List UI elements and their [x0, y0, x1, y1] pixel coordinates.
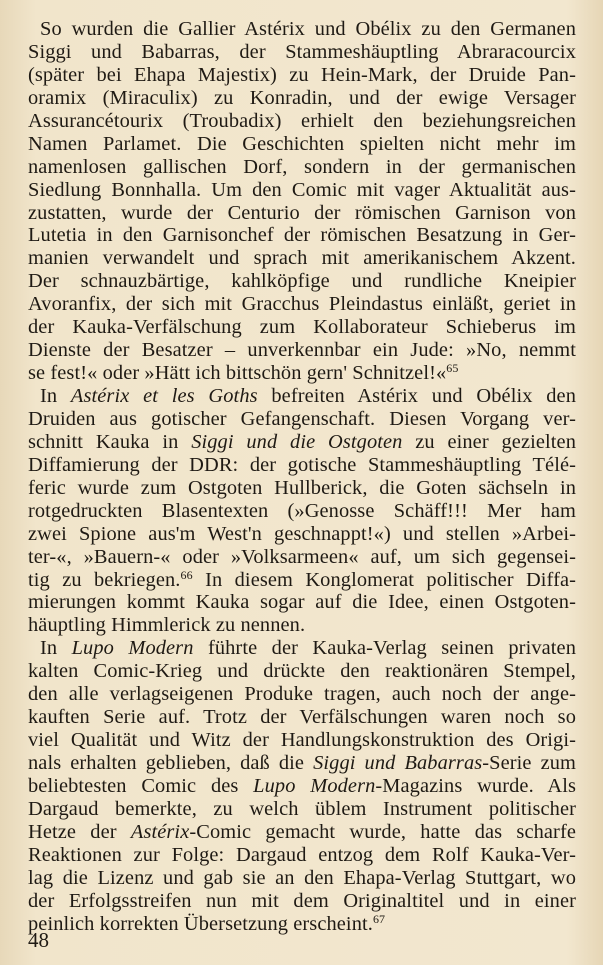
text-line [28, 362, 576, 385]
footnote-marker: 66 [180, 567, 193, 582]
text-line [28, 591, 576, 614]
text-run: der Erfolgsstreifen nun mit dem Originaltitel und in einer [28, 889, 576, 912]
text-line [28, 546, 576, 569]
text-line [28, 87, 576, 110]
text-line [28, 890, 576, 913]
text-run: zwei Spione aus'm West'n geschnappt!«) und stellen »Arbei- [28, 522, 576, 545]
text-run: Lutetia in den Garnisonchef der römischen Besatzung in Ger- [28, 224, 576, 247]
paragraph [28, 18, 576, 385]
text-line [28, 752, 576, 775]
italic-title: Siggi und die Ostgoten [191, 430, 403, 453]
text-run: manien verwandelt und sprach mit amerikanischem Akzent. [28, 247, 576, 270]
text-run: So wurden die Gallier Astérix und Obélix zu den Germanen [40, 18, 576, 40]
text-run: viel Qualität und Witz der Handlungskonstruktion des Origi- [28, 729, 576, 752]
text-line [28, 316, 576, 339]
text-line [28, 821, 576, 844]
text-line [28, 867, 576, 890]
text-run: beliebtesten Comic des [28, 774, 254, 797]
text-line [28, 637, 576, 660]
text-line [28, 385, 576, 408]
page-number: 48 [28, 928, 49, 952]
text-line [28, 523, 576, 546]
text-run: In diesem Konglomerat politischer Diffa- [192, 568, 576, 591]
text-run: mierungen kommt Kauka sogar auf die Idee, einen Ostgoten- [28, 591, 576, 614]
text-line [28, 179, 576, 202]
text-run: Siedlung Bonnhalla. Um den Comic mit vager Aktualität aus- [28, 178, 576, 201]
footnote-marker: 67 [372, 911, 386, 926]
text-line [28, 913, 576, 936]
text-run: der Kauka-Verfälschung zum Kollaborateur Schieberus im [28, 316, 576, 339]
text-run: zu einer gezielten [402, 430, 576, 453]
text-run: befreiten Astérix und Obélix den [257, 385, 576, 407]
text-run: rotgedruckten Blasentexten (»Genosse Schäff!!! Mer ham [28, 499, 576, 522]
text-line [28, 293, 576, 316]
text-line [28, 339, 576, 362]
text-line [28, 660, 576, 683]
text-run: -Comic gemacht wurde, hatte das scharfe [189, 820, 576, 843]
text-line [28, 18, 576, 41]
text-line [28, 477, 576, 500]
italic-title: Astérix [130, 820, 190, 843]
text-run: den alle verlagseigenen Produke tragen, auch noch der ange- [28, 683, 576, 706]
text-line [28, 202, 576, 225]
text-line [28, 729, 576, 752]
text-run: schnitt Kauka in [28, 430, 192, 453]
text-run: namenlosen gallischen Dorf, sondern in der germanischen [28, 155, 576, 178]
body-text [28, 18, 576, 936]
text-run: Reaktionen zur Folge: Dargaud entzog dem Rolf Kauka-Ver- [28, 843, 576, 866]
paragraph [28, 385, 576, 637]
text-line [28, 64, 576, 87]
italic-title: Lupo Modern [71, 637, 194, 660]
text-run: kauften Serie auf. Trotz der Verfälschungen waren noch so [28, 706, 576, 729]
text-line [28, 156, 576, 179]
paragraph [28, 637, 576, 935]
text-run: Siggi und Babarras, der Stammeshäuptling Abraracourcix [28, 40, 576, 63]
text-run: Assurancétourix (Troubadix) erhielt den beziehungsreichen [28, 109, 576, 132]
text-run: Namen Parlamet. Die Geschichten spielten nicht mehr im [28, 132, 576, 155]
text-line [28, 775, 576, 798]
text-line [28, 798, 576, 821]
text-run: -Serie zum [482, 752, 577, 774]
text-line [28, 500, 576, 523]
text-line [28, 270, 576, 293]
text-run: In [40, 637, 72, 660]
text-line [28, 706, 576, 729]
text-line [28, 569, 576, 592]
text-run: tig zu bekriegen. [28, 568, 181, 591]
text-run: kalten Comic-Krieg und drückte den reaktionären Stempel, [28, 660, 576, 683]
text-run: Druiden aus gotischer Gefangenschaft. Diesen Vorgang ver- [28, 407, 576, 430]
text-run: lag die Lizenz und gab sie an den Ehapa-Verlag Stuttgart, wo [28, 866, 576, 889]
footnote-marker: 65 [446, 361, 459, 376]
text-run: Diffamierung der DDR: der gotische Stammeshäuptling Télé- [28, 453, 576, 476]
text-run: Hetze der [28, 820, 131, 843]
text-line [28, 110, 576, 133]
text-run: -Magazins wurde. Als [375, 774, 577, 797]
text-run: In [40, 385, 71, 407]
text-line [28, 247, 576, 270]
text-run: peinlich korrekten Übersetzung erscheint. [28, 912, 373, 935]
italic-title: Siggi und Babarras [313, 752, 483, 774]
text-line [28, 683, 576, 706]
text-run: ter-«, »Bauern-« oder »Volksarmeen« auf, um sich gegensei- [28, 545, 576, 568]
text-line [28, 224, 576, 247]
italic-title: Astérix et les Goths [70, 385, 258, 407]
text-line [28, 133, 576, 156]
text-run: (später bei Ehapa Majestix) zu Hein-Mark, der Druide Pan- [28, 63, 576, 86]
text-run: se fest!« oder »Hätt ich bittschön gern' Schnitzel!« [28, 362, 447, 385]
text-line [28, 614, 576, 637]
text-line [28, 844, 576, 867]
text-run: häuptling Himmlerick zu nennen. [28, 614, 306, 637]
italic-title: Lupo Modern [253, 774, 376, 797]
text-run: nals erhalten geblieben, daß die [28, 752, 314, 774]
text-run: oramix (Miraculix) zu Konradin, und der ewige Versager [28, 86, 576, 109]
text-run: führte der Kauka-Verlag seinen privaten [193, 637, 576, 660]
text-run: Dargaud bemerkte, zu welch üblem Instrument politischer [28, 797, 576, 820]
text-line [28, 41, 576, 64]
text-line [28, 408, 576, 431]
text-line [28, 454, 576, 477]
text-run: Avoranfix, der sich mit Gracchus Pleindastus einläßt, geriet in [28, 293, 576, 316]
text-run: Der schnauzbärtige, kahlköpfige und rundliche Kneipier [28, 270, 576, 293]
text-run: zustatten, wurde der Centurio der römischen Garnison von [28, 201, 576, 224]
text-line [28, 431, 576, 454]
text-run: Dienste der Besatzer – unverkennbar ein Jude: »No, nemmt [28, 339, 576, 362]
text-run: feric wurde zum Ostgoten Hullberick, die Goten sächseln in [28, 476, 576, 499]
